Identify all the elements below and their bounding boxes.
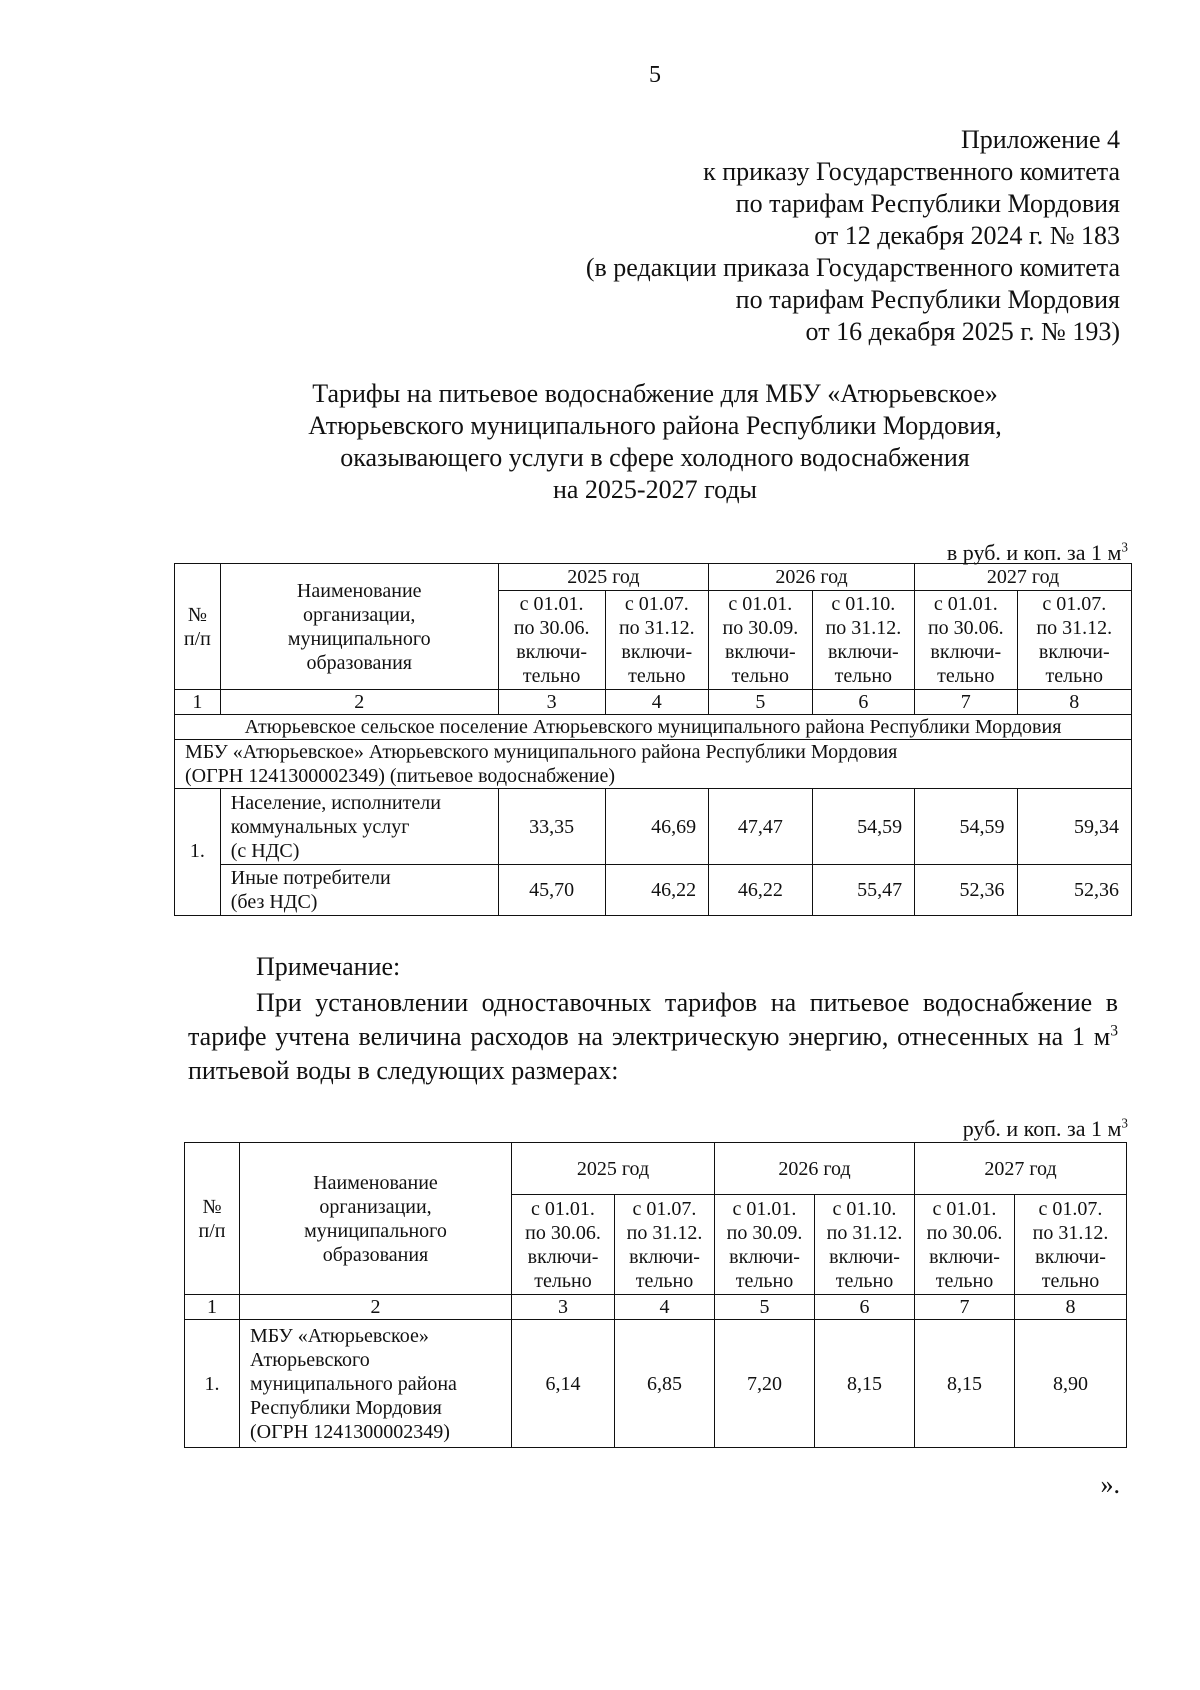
cost-value: 6,85 [615,1320,715,1448]
title-line: Атюрьевского муниципального района Республики Мордовия, [308,411,1002,440]
column-index: 4 [615,1295,715,1320]
column-index: 2 [220,690,498,715]
period-header: с 01.01. по 30.09. включи- тельно [715,1195,815,1295]
period-header: с 01.01. по 30.06. включи- тельно [915,1195,1015,1295]
appendix-line: к приказу Государственного комитета [703,157,1120,186]
cost-value: 6,14 [512,1320,615,1448]
document-title [0,378,1200,506]
period-header: с 01.01. по 30.09. включи- тельно [709,591,813,690]
organization-row: МБУ «Атюрьевское» Атюрьевского муниципального района Республики Мордовия (ОГРН 1241300002349) (питьевое водоснабжение) [175,740,1132,789]
column-index: 3 [498,690,605,715]
period-header: с 01.10. по 31.12. включи- тельно [815,1195,915,1295]
column-index: 7 [915,690,1017,715]
note-heading: Примечание: [256,952,401,981]
period-header: с 01.07. по 31.12. включи- тельно [615,1195,715,1295]
col-number-header: № п/п [185,1143,240,1295]
column-index: 5 [709,690,813,715]
year-header: 2027 год [915,1143,1127,1195]
tariff-value: 33,35 [498,789,605,865]
column-index: 2 [240,1295,512,1320]
period-header: с 01.07. по 31.12. включи- тельно [605,591,709,690]
tariff-table [174,563,1132,916]
tariff-value: 52,36 [915,865,1017,916]
column-index: 6 [815,1295,915,1320]
cost-value: 8,15 [815,1320,915,1448]
tariff-value: 52,36 [1017,865,1131,916]
title-line: Тарифы на питьевое водоснабжение для МБУ «Атюрьевское» [312,379,998,408]
column-index: 3 [512,1295,615,1320]
tariff-value: 47,47 [709,789,813,865]
period-header: с 01.01. по 30.06. включи- тельно [512,1195,615,1295]
year-header: 2027 год [915,564,1132,591]
title-line: оказывающего услуги в сфере холодного водоснабжения [340,443,970,472]
appendix-line: по тарифам Республики Мордовия [735,285,1120,314]
appendix-line: от 16 декабря 2025 г. № 193) [805,317,1120,346]
year-header: 2026 год [715,1143,915,1195]
col-name-header: Наименование организации, муниципального образования [220,564,498,690]
appendix-header [586,124,1120,348]
settlement-row: Атюрьевское сельское поселение Атюрьевского муниципального района Республики Мордовия [175,715,1132,740]
col-number-header: № п/п [175,564,221,690]
year-header: 2025 год [512,1143,715,1195]
cost-value: 8,15 [915,1320,1015,1448]
tariff-value: 46,22 [709,865,813,916]
consumer-name: Население, исполнители коммунальных услуг (с НДС) [220,789,498,865]
column-index: 8 [1015,1295,1127,1320]
column-index: 8 [1017,690,1131,715]
organization-name: МБУ «Атюрьевское» Атюрьевского муниципального района Республики Мордовия (ОГРН 1241300002349) [240,1320,512,1448]
table2-unit: руб. и коп. за 1 $м^3$ [962,1115,1128,1141]
tariff-value: 54,59 [812,789,914,865]
tariff-value: 45,70 [498,865,605,916]
tariff-value: 54,59 [915,789,1017,865]
appendix-line: (в редакции приказа Государственного комитета [585,253,1120,282]
column-index: 6 [812,690,914,715]
col-name-header: Наименование организации, муниципального образования [240,1143,512,1295]
year-header: 2026 год [709,564,915,591]
row-number: 1. [175,789,221,916]
column-index: 1 [185,1295,240,1320]
title-line: на 2025-2027 годы [552,475,758,504]
column-index: 7 [915,1295,1015,1320]
year-header: 2025 год [498,564,708,591]
note-paragraph: При установлении одноставочных тарифов на питьевое водоснабжение в тарифе учтена величина расходов на электрическую энергию, отнесенных на 1 $м^3$ питьевой воды в следующих размерах: [188,988,1118,1085]
row-number: 1. [185,1320,240,1448]
closing-quote: ». [1100,1470,1120,1499]
tariff-value: 55,47 [812,865,914,916]
tariff-value: 59,34 [1017,789,1131,865]
table1-unit: в руб. и коп. за 1 $м^3$ [946,539,1128,565]
cost-value: 8,90 [1015,1320,1127,1448]
period-header: с 01.10. по 31.12. включи- тельно [812,591,914,690]
note-body [188,986,1118,1088]
appendix-line: от 12 декабря 2024 г. № 183 [814,221,1120,250]
column-index: 5 [715,1295,815,1320]
period-header: с 01.07. по 31.12. включи- тельно [1015,1195,1127,1295]
page-number: 5 [649,62,661,88]
cost-value: 7,20 [715,1320,815,1448]
column-index: 1 [175,690,221,715]
consumer-name: Иные потребители (без НДС) [220,865,498,916]
electricity-cost-table [184,1142,1127,1448]
appendix-line: Приложение 4 [960,125,1120,154]
period-header: с 01.07. по 31.12. включи- тельно [1017,591,1131,690]
period-header: с 01.01. по 30.06. включи- тельно [498,591,605,690]
tariff-value: 46,22 [605,865,709,916]
appendix-line: по тарифам Республики Мордовия [735,189,1120,218]
tariff-value: 46,69 [605,789,709,865]
column-index: 4 [605,690,709,715]
period-header: с 01.01. по 30.06. включи- тельно [915,591,1017,690]
